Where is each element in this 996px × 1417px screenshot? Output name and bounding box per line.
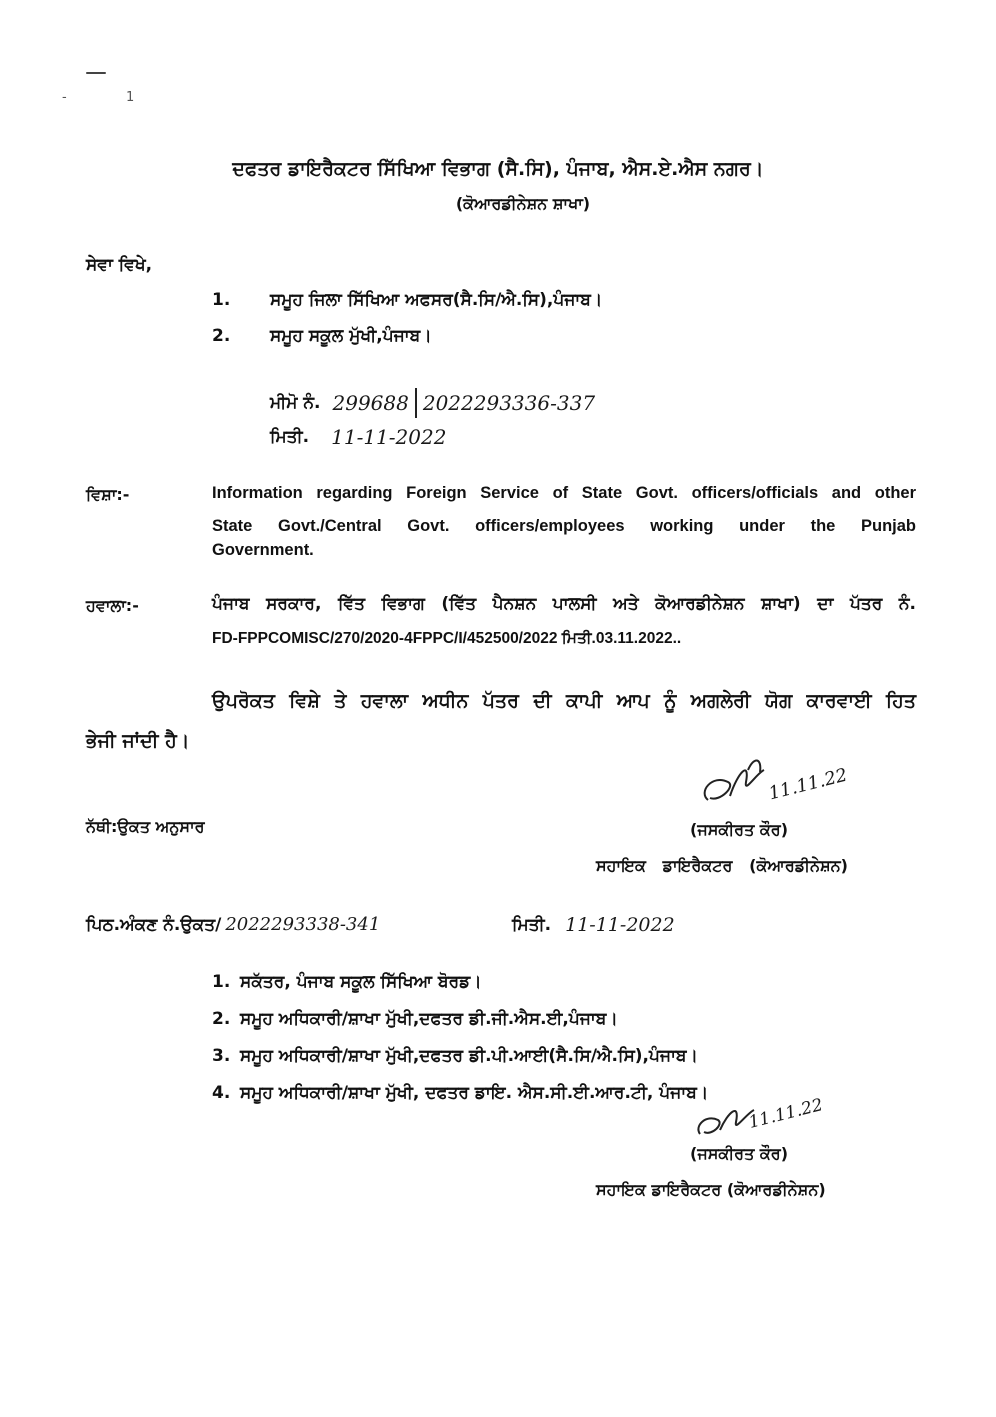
list-item <box>212 326 602 362</box>
memo-label: ਮੀਮੋ ਨੰ. <box>270 393 321 413</box>
list-item-number: 2. <box>212 326 231 346</box>
list-item <box>212 1083 708 1120</box>
endorsement-line <box>86 914 380 935</box>
list-item-number: 1. <box>212 972 231 992</box>
endorsement-date: 11-11-2022 <box>565 914 675 936</box>
subject-text <box>212 484 916 560</box>
memo-number-b: 2022293336-337 <box>422 391 596 415</box>
memo-block <box>270 386 595 454</box>
endorsement-number: 2022293338-341 <box>225 914 381 935</box>
reference-line-1: ਪੰਜਾਬ ਸਰਕਾਰ, ਵਿੱਤ ਵਿਭਾਗ (ਵਿੱਤ ਪੈਨਸ਼ਨ ਪਾਲਸੀ ਅਤੇ ਕੋਆਰਡੀਨੇਸ਼ਨ ਸ਼ਾਖਾ) ਦਾ ਪੱਤਰ ਨੰ. <box>212 594 916 614</box>
salutation: ਸੇਵਾ ਵਿਖੇ, <box>86 255 153 275</box>
list-item-text: ਸਮੂਹ ਜਿਲਾ ਸਿੱਖਿਆ ਅਫਸਰ(ਸੈ.ਸਿ/ਐ.ਸਿ),ਪੰਜਾਬ। <box>270 290 603 310</box>
endorsement-date-label: ਮਿਤੀ. <box>512 915 552 935</box>
subject-label: ਵਿਸ਼ਾ:- <box>86 485 130 504</box>
list-item-number: 1. <box>212 290 231 310</box>
memo-number-a: 299688 <box>332 391 409 415</box>
list-item <box>212 1009 708 1046</box>
branch-heading: (ਕੋਆਰਡੀਨੇਸ਼ਨ ਸ਼ਾਖਾ) <box>455 194 591 213</box>
memo-date-label: ਮਿਤੀ. <box>270 427 310 447</box>
memo-separator <box>415 388 417 418</box>
list-item-number: 4. <box>212 1083 231 1103</box>
reference-label: ਹਵਾਲਾ:- <box>86 596 139 615</box>
copy-list <box>212 972 708 1120</box>
list-item <box>212 290 602 326</box>
memo-date: 11-11-2022 <box>331 425 447 449</box>
list-item-text: ਸਮੂਹ ਅਧਿਕਾਰੀ/ਸ਼ਾਖਾ ਮੁੱਖੀ,ਦਫਤਰ ਡੀ.ਪੀ.ਆਈ(ਸੈ.ਸਿ/ਐ.ਸਿ),ਪੰਜਾਬ। <box>240 1046 699 1066</box>
body-line-2: ਭੇਜੀ ਜਾਂਦੀ ਹੈ। <box>86 730 190 752</box>
signatory-designation-1: ਸਹਾਇਕ ਡਾਇਰੈਕਟਰ (ਕੋਆਰਡੀਨੇਸ਼ਨ) <box>596 856 848 875</box>
scan-mark-line <box>86 72 106 74</box>
enclosure-note: ਨੱਥੀ:ਉਕਤ ਅਨੁਸਾਰ <box>86 817 205 836</box>
scan-mark-tick: 1 <box>126 90 135 105</box>
list-item <box>212 1046 708 1083</box>
recipient-list <box>212 290 602 362</box>
list-item-text: ਸਮੂਹ ਸਕੂਲ ਮੁੱਖੀ,ਪੰਜਾਬ। <box>270 326 432 346</box>
subject-line-2: State Govt./Central Govt. officers/employees working under the Punjab <box>212 517 916 535</box>
signature-date-2: 11.11.22 <box>746 1095 825 1133</box>
list-item-number: 2. <box>212 1009 231 1029</box>
endorsement-date-block <box>512 914 675 936</box>
list-item-text: ਸਮੂਹ ਅਧਿਕਾਰੀ/ਸ਼ਾਖਾ ਮੁੱਖੀ,ਦਫਤਰ ਡੀ.ਜੀ.ਐਸ.ਈ,ਪੰਜਾਬ। <box>240 1009 618 1029</box>
list-item <box>212 972 708 1009</box>
endorsement-label: ਪਿਠ.ਅੰਕਣ ਨੰ.ਉਕਤ/ <box>86 914 222 935</box>
reference-line-2: FD-FPPCOMISC/270/2020-4FPPC/I/452500/2022 ਮਿਤੀ.03.11.2022.. <box>212 630 682 647</box>
signatory-name-2: (ਜਸਕੀਰਤ ਕੌਰ) <box>690 1144 789 1163</box>
signature-date-1: 11.11.22 <box>766 764 850 805</box>
list-item-number: 3. <box>212 1046 231 1066</box>
scan-mark-dot: - <box>62 90 67 105</box>
list-item-text: ਸਮੂਹ ਅਧਿਕਾਰੀ/ਸ਼ਾਖਾ ਮੁੱਖੀ, ਦਫਤਰ ਡਾਇ. ਐਸ.ਸੀ.ਈ.ਆਰ.ਟੀ, ਪੰਜਾਬ। <box>240 1083 709 1103</box>
signatory-name-1: (ਜਸਕੀਰਤ ਕੌਰ) <box>690 820 789 839</box>
signatory-designation-2: ਸਹਾਇਕ ਡਾਇਰੈਕਟਰ (ਕੋਆਰਡੀਨੇਸ਼ਨ) <box>596 1180 826 1199</box>
office-heading: ਦਫਤਰ ਡਾਇਰੈਕਟਰ ਸਿੱਖਿਆ ਵਿਭਾਗ (ਸੈ.ਸਿ), ਪੰਜਾਬ, ਐਸ.ਏ.ਐਸ ਨਗਰ। <box>232 158 764 180</box>
subject-line-1: Information regarding Foreign Service of State Govt. officers/officials and other <box>212 484 916 502</box>
subject-line-3: Government. <box>212 541 314 559</box>
list-item-text: ਸਕੱਤਰ, ਪੰਜਾਬ ਸਕੂਲ ਸਿੱਖਿਆ ਬੋਰਡ। <box>240 972 482 992</box>
body-line-1: ਉਪਰੋਕਤ ਵਿਸ਼ੇ ਤੇ ਹਵਾਲਾ ਅਧੀਨ ਪੱਤਰ ਦੀ ਕਾਪੀ ਆਪ ਨੂੰ ਅਗਲੇਰੀ ਯੋਗ ਕਾਰਵਾਈ ਹਿਤ <box>212 690 916 712</box>
reference-text <box>212 594 916 648</box>
